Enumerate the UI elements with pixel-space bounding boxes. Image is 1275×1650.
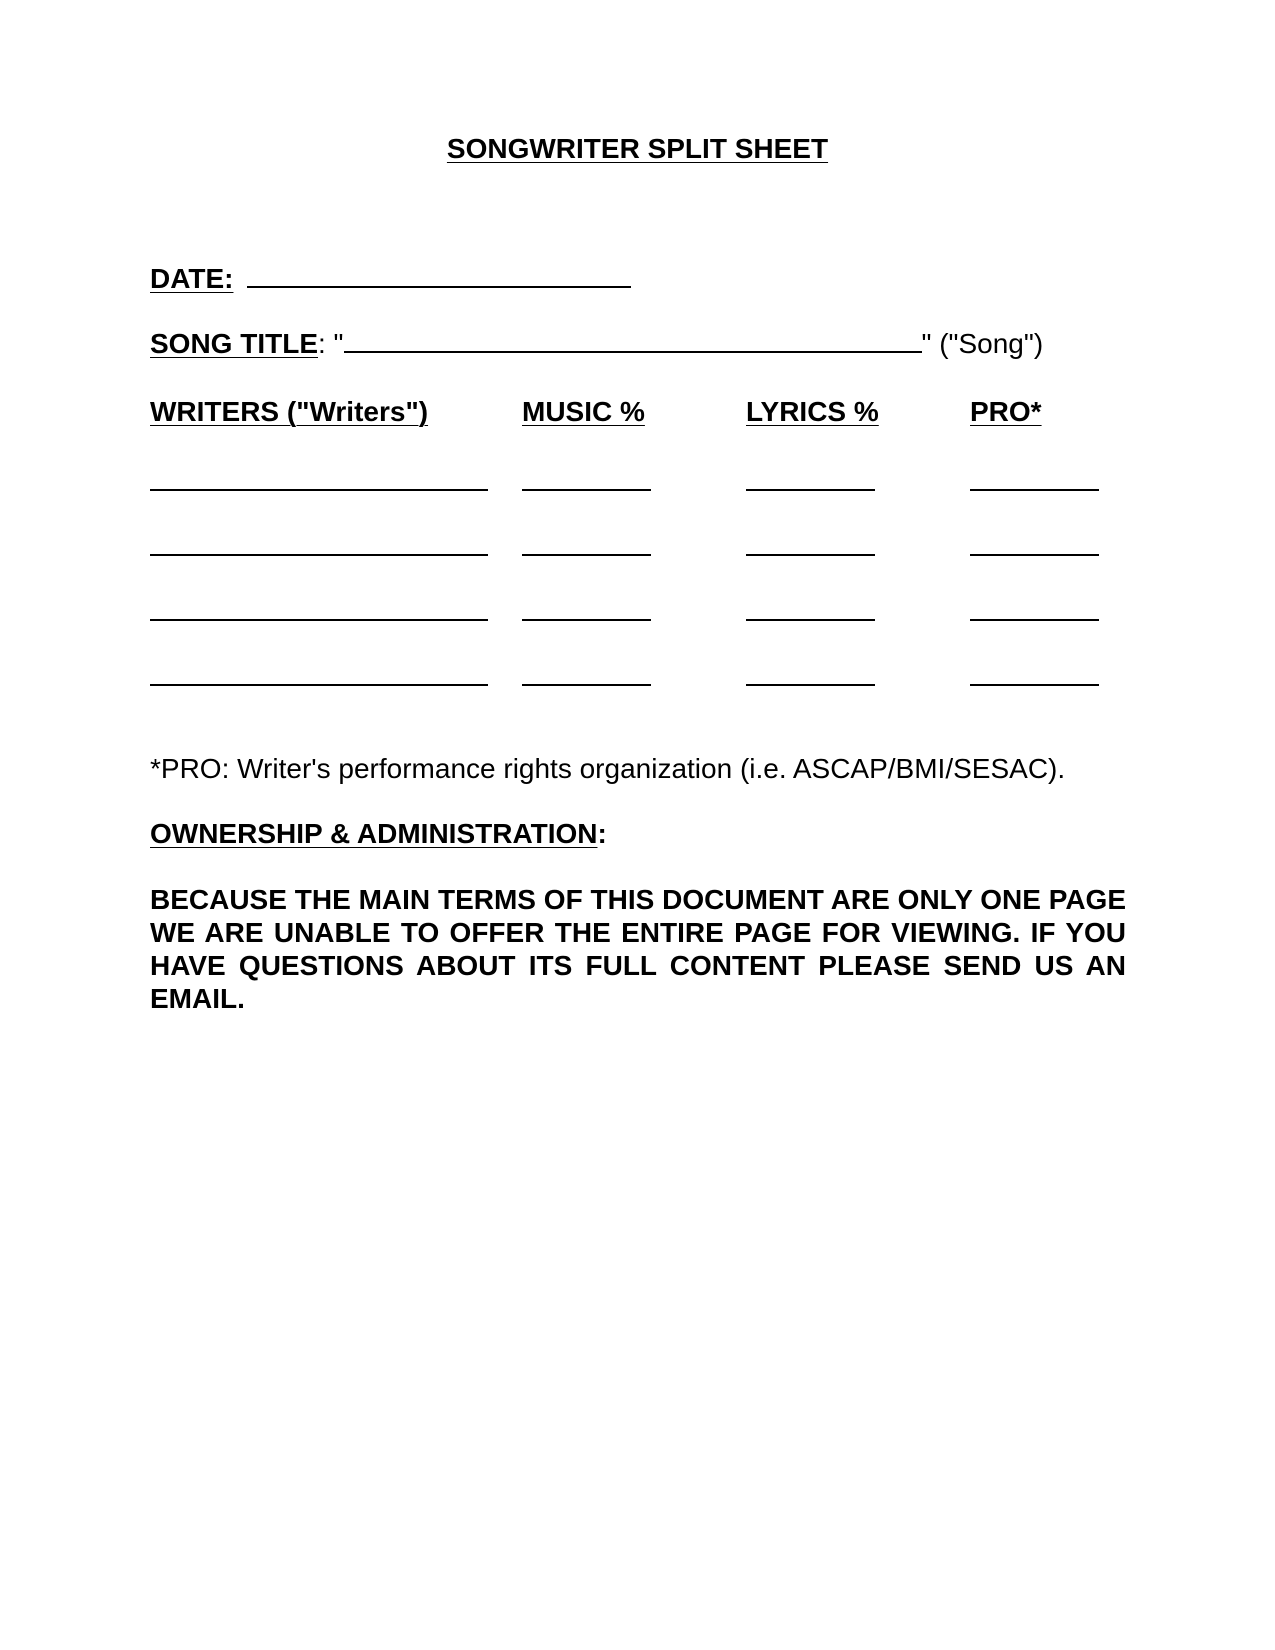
lyrics-percent-field[interactable] [746, 619, 875, 621]
song-title-row [150, 327, 1043, 361]
music-percent-field[interactable] [522, 619, 651, 621]
document-title: SONGWRITER SPLIT SHEET [446, 133, 829, 164]
pro-field[interactable] [970, 554, 1099, 556]
ownership-heading: OWNERSHIP & ADMINISTRATION: [150, 818, 607, 849]
pro-field[interactable] [970, 619, 1099, 621]
date-row [150, 262, 631, 296]
writer-field[interactable] [150, 619, 488, 621]
pro-footnote: *PRO: Writer's performance rights organization (i.e. ASCAP/BMI/SESAC). [150, 753, 1066, 784]
date-field[interactable] [247, 262, 631, 288]
lyrics-percent-field[interactable] [746, 554, 875, 556]
song-title-label: SONG TITLE [150, 328, 318, 359]
song-title-colon-quote: : " [318, 328, 344, 359]
music-percent-field[interactable] [522, 489, 651, 491]
song-title-field[interactable] [344, 327, 922, 353]
pro-field[interactable] [970, 489, 1099, 491]
lyrics-percent-field[interactable] [746, 489, 875, 491]
music-percent-field[interactable] [522, 684, 651, 686]
column-header-lyrics: LYRICS % [746, 396, 879, 427]
writer-field[interactable] [150, 554, 488, 556]
writer-field[interactable] [150, 489, 488, 491]
column-header-pro: PRO* [970, 396, 1042, 427]
column-header-music: MUSIC % [522, 396, 645, 427]
column-header-writers: WRITERS ("Writers") [150, 396, 429, 427]
pro-field[interactable] [970, 684, 1099, 686]
writer-field[interactable] [150, 684, 488, 686]
song-title-suffix: " ("Song") [921, 328, 1044, 359]
date-label: DATE: [150, 263, 234, 294]
preview-notice: BECAUSE THE MAIN TERMS OF THIS DOCUMENT ARE ONLY ONE PAGE WE ARE UNABLE TO OFFER THE ENTIRE PAGE FOR VIEWING. IF YOU HAVE QUESTIONS ABOUT ITS FULL CONTENT PLEASE SEND US AN EMAIL. [150, 884, 1126, 1014]
music-percent-field[interactable] [522, 554, 651, 556]
lyrics-percent-field[interactable] [746, 684, 875, 686]
